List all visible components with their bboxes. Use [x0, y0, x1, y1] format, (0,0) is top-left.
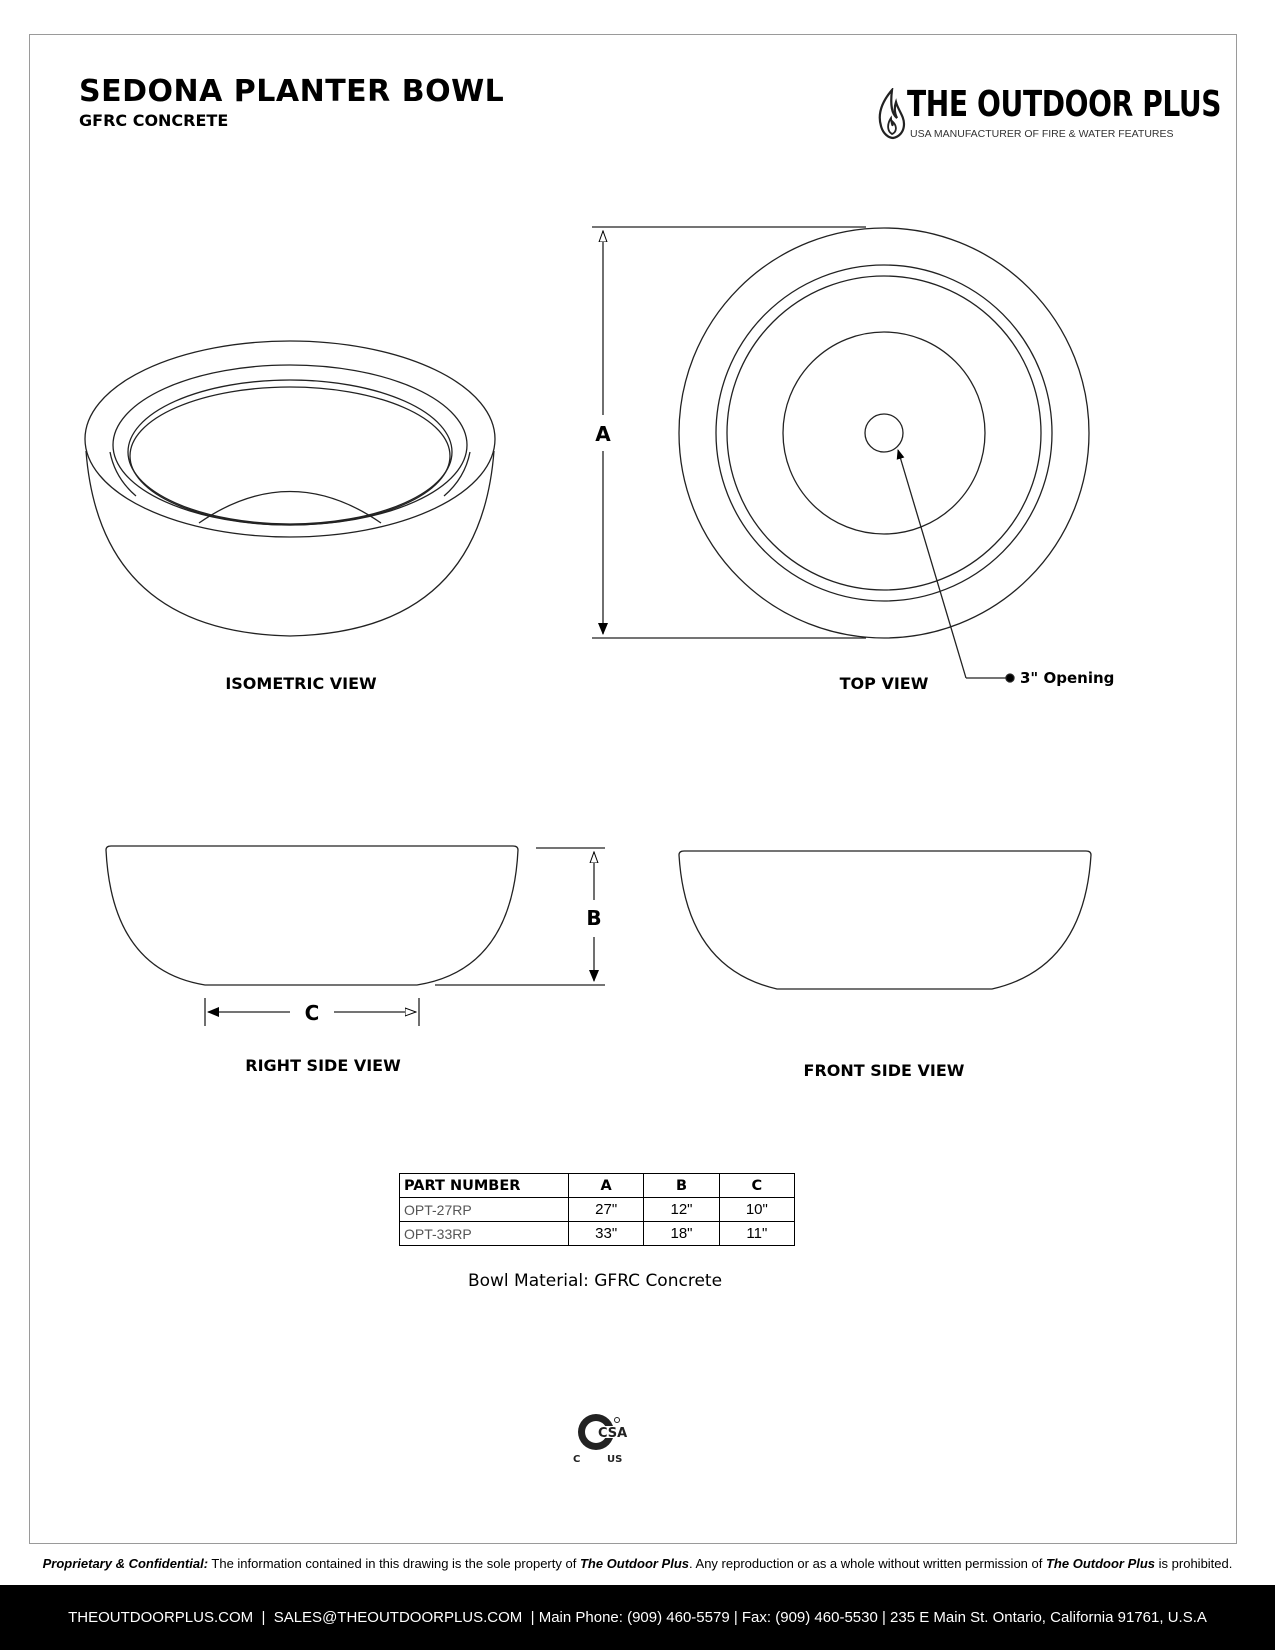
part-number-cell: OPT-33RP [400, 1222, 569, 1246]
csa-mark-text: CSA [598, 1426, 628, 1441]
disclaimer-company-1: The Outdoor Plus [579, 1556, 690, 1571]
parts-table-header-row [400, 1174, 795, 1198]
company-logo-tagline: USA MANUFACTURER OF FIRE & WATER FEATURES [910, 128, 1174, 140]
front-side-view-label: FRONT SIDE VIEW [803, 1061, 965, 1080]
isometric-view-label: ISOMETRIC VIEW [225, 674, 377, 693]
csa-us-label: US [607, 1454, 623, 1465]
top-view-label: TOP VIEW [839, 674, 929, 693]
parts-table [399, 1173, 795, 1246]
dimension-a-cell: 33" [569, 1222, 644, 1246]
header-a: A [569, 1174, 644, 1198]
dimension-b-cell: 18" [644, 1222, 719, 1246]
disclaimer-text-3: is prohibited. [1155, 1556, 1233, 1571]
page-subtitle: GFRC CONCRETE [79, 111, 229, 130]
dimension-label-a: A [592, 422, 613, 446]
contact-footer [0, 1585, 1275, 1650]
confidentiality-notice [0, 1556, 1275, 1571]
company-logo-name: THE OUTDOOR PLUS [907, 84, 1222, 125]
bowl-material-note: Bowl Material: GFRC Concrete [467, 1271, 723, 1291]
disclaimer-company-2: The Outdoor Plus [1045, 1556, 1156, 1571]
disclaimer-text-1: The information contained in this drawing is the sole property of [208, 1556, 580, 1571]
header-part-number: PART NUMBER [400, 1174, 569, 1198]
top-view-drawing [592, 227, 1089, 682]
isometric-view-drawing [85, 341, 495, 636]
dimension-label-b: B [583, 906, 604, 930]
header-b: B [644, 1174, 719, 1198]
right-side-view-label: RIGHT SIDE VIEW [245, 1056, 401, 1075]
dimension-label-c: C [302, 1001, 323, 1025]
dimension-c-cell: 10" [719, 1198, 794, 1222]
footer-contact-text: THEOUTDOORPLUS.COM | SALES@THEOUTDOORPLUS.COM | Main Phone: (909) 460-5579 | Fax: (909) 460-5530 | 235 E Main St. Ontario, California 91761, U.S.A [68, 1609, 1207, 1626]
dimension-c-cell: 11" [719, 1222, 794, 1246]
right-side-view-drawing [106, 846, 605, 1026]
header-c: C [719, 1174, 794, 1198]
opening-callout: 3" Opening [1020, 669, 1115, 687]
dimension-b-cell: 12" [644, 1198, 719, 1222]
dimension-a-cell: 27" [569, 1198, 644, 1222]
table-row [400, 1222, 795, 1246]
csa-certification-icon [569, 1410, 629, 1468]
part-number-cell: OPT-27RP [400, 1198, 569, 1222]
front-side-view-drawing [679, 851, 1091, 989]
csa-c-label: C [573, 1454, 581, 1465]
table-row [400, 1198, 795, 1222]
page-title: SEDONA PLANTER BOWL [79, 74, 505, 109]
disclaimer-text-2: . Any reproduction or as a whole without written permission of [689, 1556, 1046, 1571]
disclaimer-lead: Proprietary & Confidential: [42, 1556, 209, 1571]
